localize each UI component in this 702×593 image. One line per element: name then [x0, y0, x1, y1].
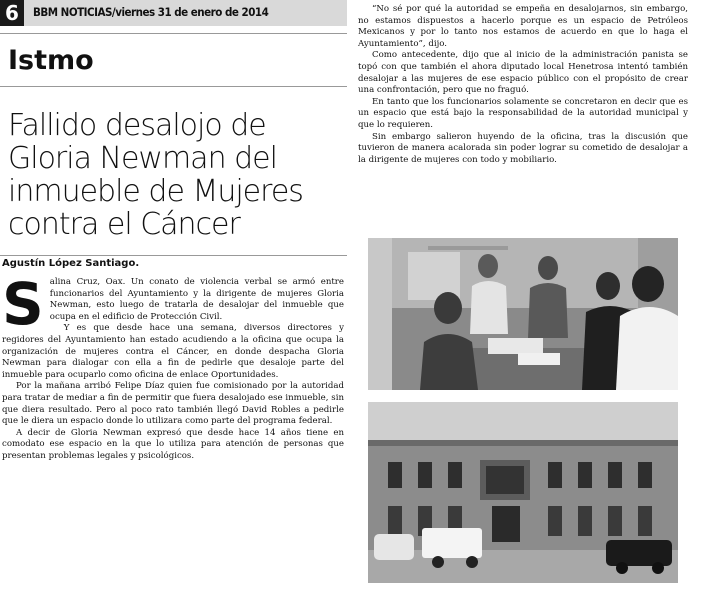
- article-byline: Agustín López Santiago.: [2, 258, 140, 269]
- body-paragraph: Sin embargo salieron huyendo de la oficina, tras la discusión que tuvieron de manera acalorada sin poder lograr su cometido de desalojar a la dirigente de mujeres con todo y mobiliario.: [358, 131, 688, 165]
- body-paragraph: A decir de Gloria Newman expresó que desde hace 14 años tiene en comodato ese espacio en la que lo utiliza para atención de personas que presentan problemas legales y psicológicos.: [2, 427, 344, 461]
- drop-cap: S: [2, 270, 44, 338]
- lead-paragraph: [2, 270, 344, 338]
- header-rule: [0, 33, 347, 34]
- article-headline: Fallido desalojo de Gloria Newman del inmueble de Mujeres contra el Cáncer: [8, 108, 303, 242]
- section-rule: [0, 86, 347, 87]
- building-image: [368, 402, 678, 583]
- building-photo: [368, 402, 678, 583]
- body-paragraph: Por la mañana arribó Felipe Díaz quien fue comisionado por la autoridad para tratar de mediar a fin de permitir que fuera desalojado ese inmueble, sin que diera resultado. Pero al poco rato también llegó David Robles a pedirle que le diera un espacio donde lo utilizara como parte del programa federal.: [2, 381, 344, 427]
- left-column: [0, 0, 347, 593]
- office-meeting-image: [368, 238, 678, 390]
- page-number: 6: [0, 0, 24, 26]
- office-meeting-photo: [368, 238, 678, 390]
- lead-text: alina Cruz, Oax. Un conato de violencia verbal se armó entre funcionarios del Ayuntamiento y la dirigente de mujeres Gloria Newman, esto luego de tratarla de desalojar del inmueble que ocupa en el edificio de Protección Civil.: [49, 277, 344, 322]
- right-column: [358, 0, 688, 593]
- article-body-left: [2, 270, 344, 463]
- masthead: BBM NOTICIAS/viernes 31 de enero de 2014: [33, 5, 269, 19]
- article-body-right: [358, 4, 688, 166]
- body-paragraph: En tanto que los funcionarios solamente se concretaron en decir que es un espacio que está bajo la responsabilidad de la autoridad municipal y que lo requieren.: [358, 96, 688, 130]
- body-paragraph: Y es que desde hace una semana, diversos directores y regidores del Ayuntamiento han estado acudiendo a la oficina que ocupa la organización de mujeres contra el Cáncer, en donde despacha Gloria Newman para dialogar con ella a fin de pedirle que desaloje parte del inmueble para ocuparlo como oficina de enlace Oportunidades.: [2, 323, 344, 380]
- body-paragraph: Como antecedente, dijo que al inicio de la administración panista se topó con que también el ahora diputado local Henetrosa intentó también desalojar a las mujeres de ese espacio público con el propósito de crear una confrontación, pero que no fraguó.: [358, 50, 688, 96]
- section-title: Istmo: [8, 45, 94, 76]
- byline-rule: [0, 255, 347, 256]
- body-paragraph: “No sé por qué la autoridad se empeña en desalojarnos, sin embargo, no estamos dispuestos a hacerlo porque es un espacio de Petróleos Mexicanos y por lo tanto nos estamos de acuerdo en que lo haga el Ayuntamiento”, dijo.: [358, 4, 688, 49]
